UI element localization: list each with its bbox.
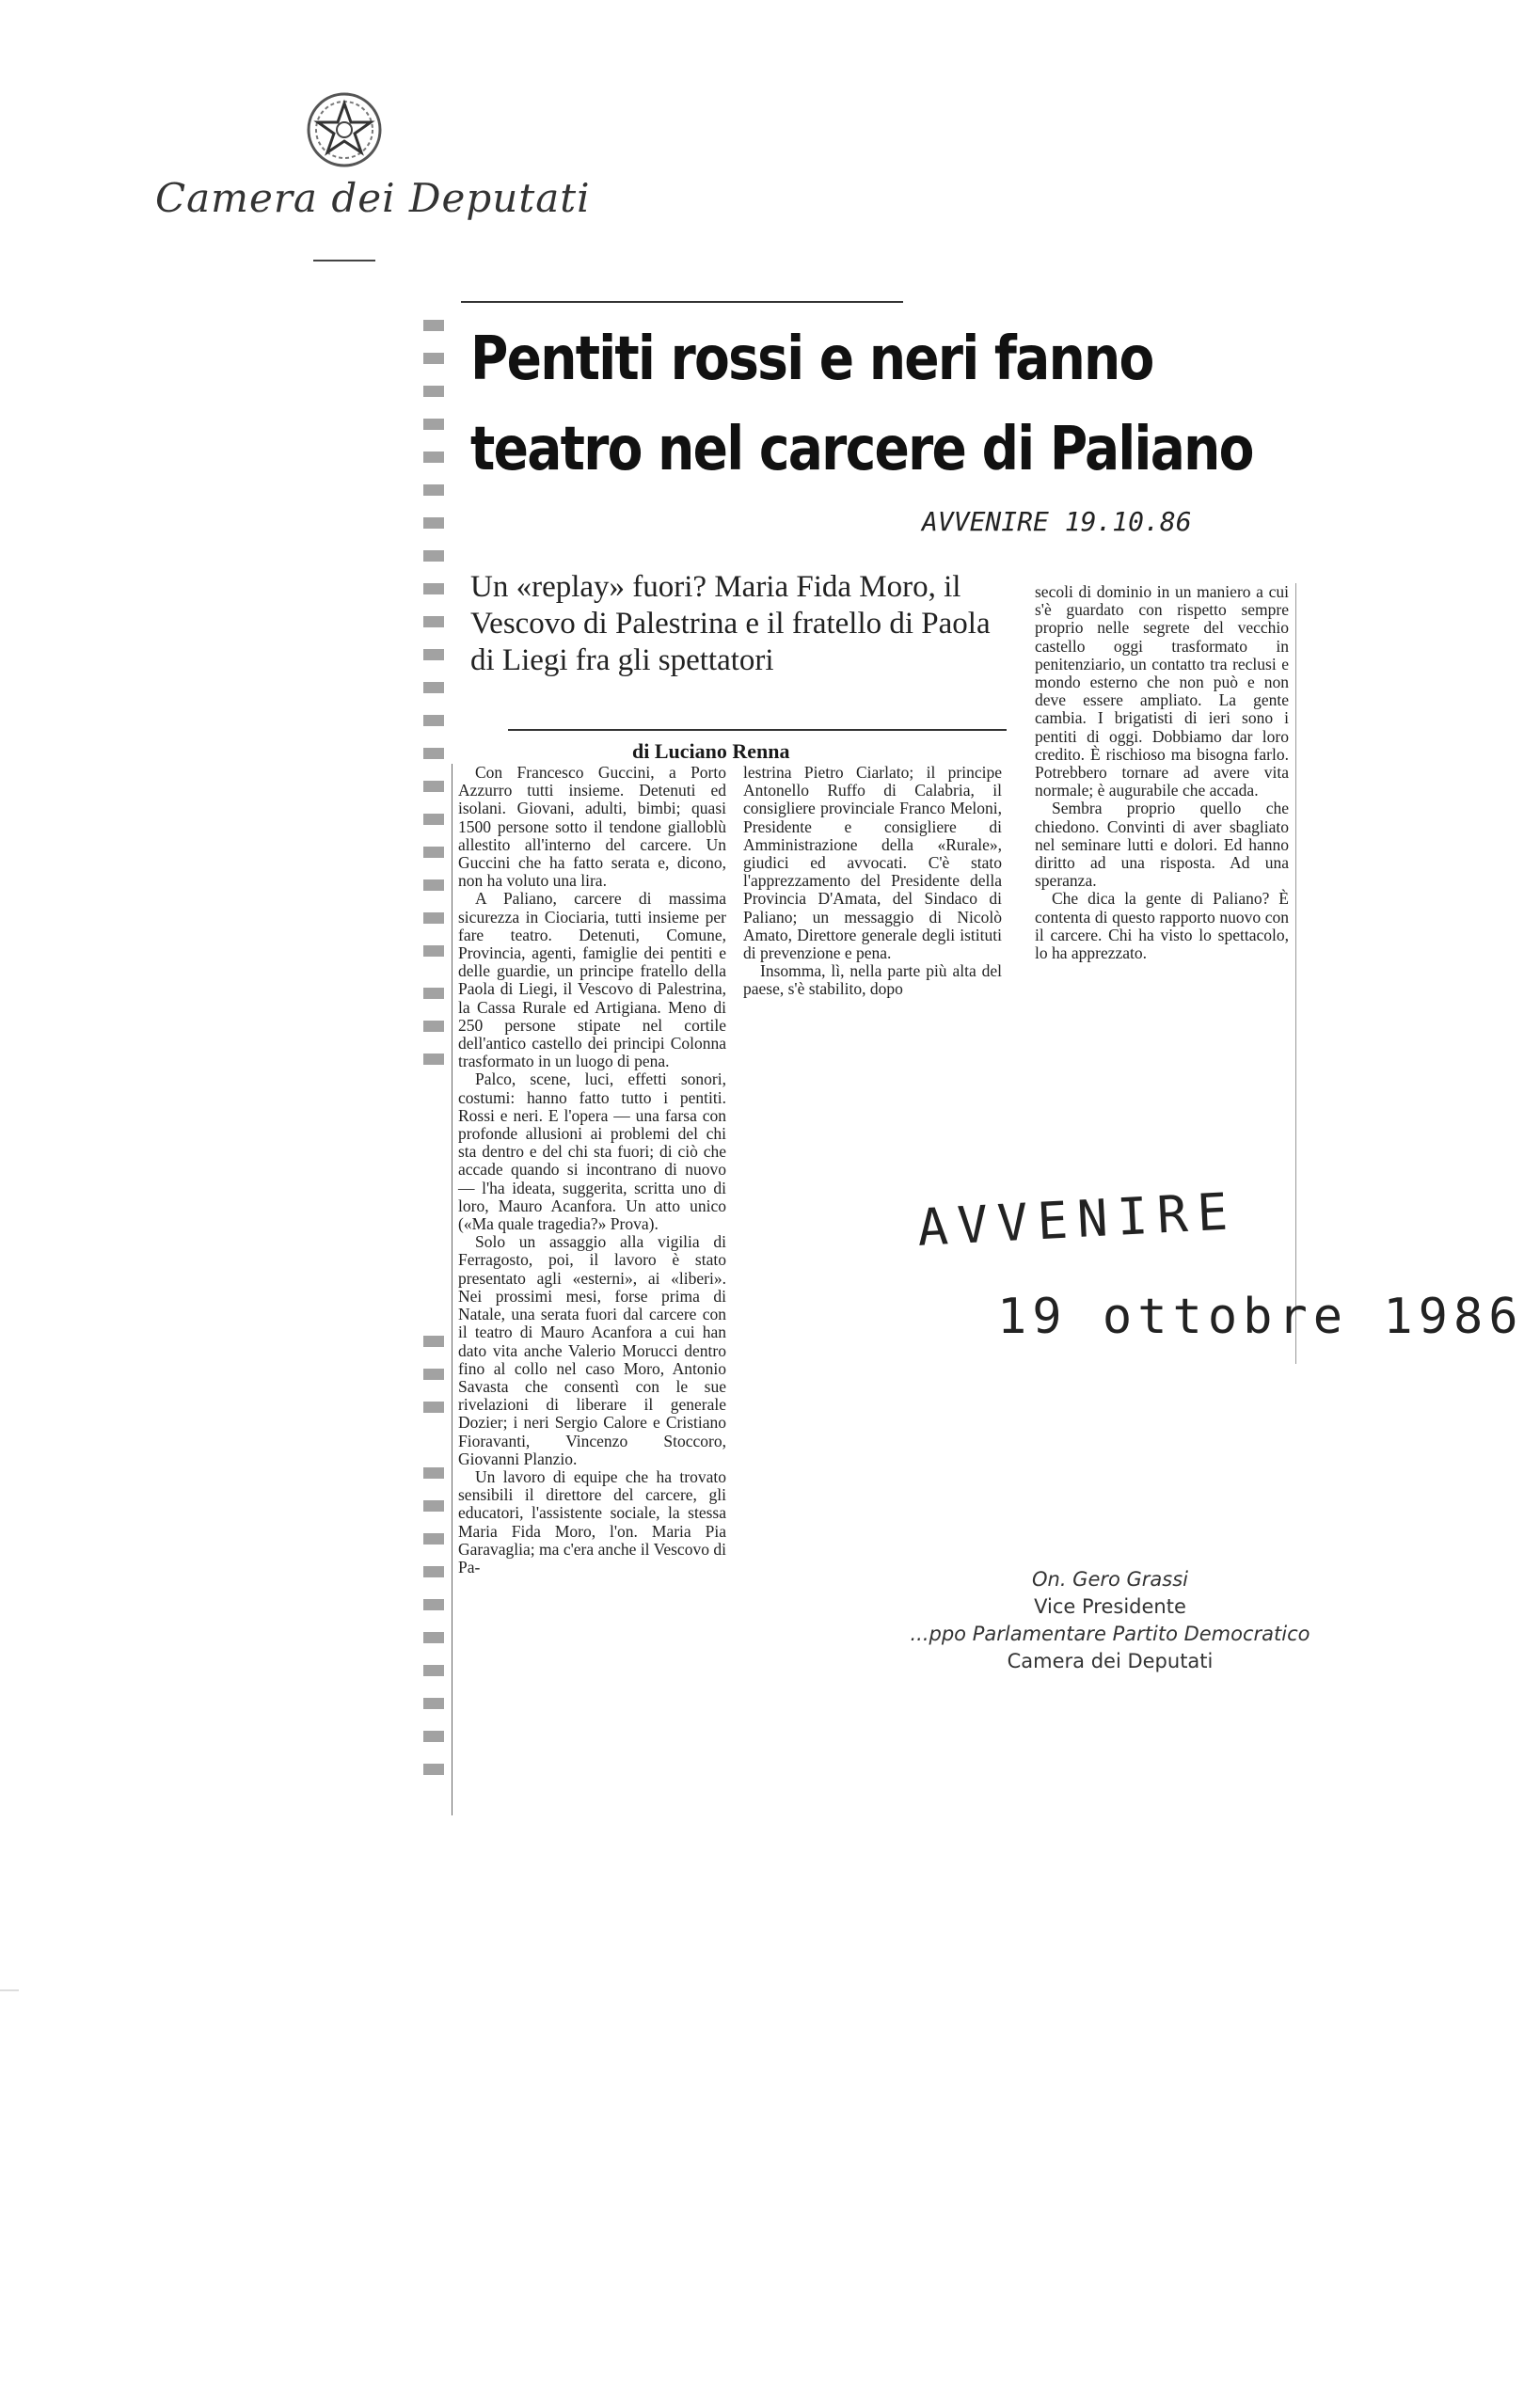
article-column-3 bbox=[1035, 583, 1289, 962]
column-rule bbox=[1295, 583, 1296, 1364]
paragraph: Che dica la gente di Paliano? È contenta di questo rapporto nuovo con il carcere. Chi ha visto lo spettacolo, lo ha apprezzato. bbox=[1035, 889, 1289, 963]
paragraph: Un lavoro di equipe che ha trovato sensibili il direttore del carcere, gli educatori, l'assistente sociale, la stessa Maria Fida Moro, l'on. Maria Pia Garavaglia; ma c'era anche il Vescovo di Pa- bbox=[458, 1466, 726, 1576]
signatory-name: On. Gero Grassi bbox=[1031, 1568, 1189, 1591]
letterhead-title: Camera dei Deputati bbox=[155, 175, 591, 221]
paragraph: Palco, scene, luci, effetti sonori, costumi: hanno fatto tutto i pentiti. Rossi e neri. E l'opera — una farsa con profonde allusioni ai problemi del chi sta dentro e del chi sta fuori; di ciò che accade quando si incontrano di nuovo — l'ha ideata, suggerita, scritta uno di loro, Mauro Acanfora. Un atto unico («Ma quale tragedia?» Prova). bbox=[458, 1069, 726, 1234]
letterhead-divider bbox=[313, 260, 375, 261]
signatory-group: ...ppo Parlamentare Partito Democratico bbox=[910, 1623, 1310, 1645]
handwritten-date: 19 ottobre 1986 bbox=[997, 1289, 1524, 1345]
paragraph: Solo un assaggio alla vigilia di Ferragosto, poi, il lavoro è stato presentato agli «esterni», ai «liberi». Nei prossimi mesi, forse prima di Natale, una serata fuori dal carcere con il teatro di Mauro Acanfora a cui han dato vita anche Valerio Morucci dentro fino al collo nel caso Moro, Antonio Savasta che consentì con le sue rivelazioni di liberare il generale Dozier; i neri Sergio Calore e Cristiano Fioravanti, Vincenzo Stoccoro, Giovanni Planzio. bbox=[458, 1232, 726, 1468]
cut-adjacent-column bbox=[423, 310, 446, 1806]
paragraph: A Paliano, carcere di massima sicurezza in Ciociaria, tutti insieme per fare teatro. Detenuti, Comune, Provincia, agenti, famiglie dei pentiti e delle guardie, un principe fratello della Paola di Liegi, il Vescovo di Palestrina, la Cassa Rurale ed Artigiana. Meno di 250 persone stipate nel cortile dell'antico castello dei principi Colonna trasformato in un luogo di pena. bbox=[458, 889, 726, 1071]
signatory-chamber: Camera dei Deputati bbox=[1007, 1650, 1214, 1672]
scan-edge bbox=[0, 1989, 19, 1991]
paragraph: secoli di dominio in un maniero a cui s'è guardato con rispetto sempre proprio nelle segrete del vecchio castello oggi trasformato in penitenziario, un contatto tra reclusi e mondo esterno che non può e non deve essere ampliato. La gente cambia. I brigatisti di ieri sono i pentiti di oggi. Dobbiamo dar loro credito. È rischioso ma bisogna farlo. Potrebbero tornare ad avere vita normale; è augurabile che accada. bbox=[1035, 582, 1289, 800]
signatory-role: Vice Presidente bbox=[1034, 1595, 1186, 1618]
signature-block bbox=[903, 1566, 1317, 1675]
article-column-2 bbox=[743, 764, 1002, 999]
article-byline: di Luciano Renna bbox=[632, 739, 790, 763]
handwritten-newspaper-name: AVVENIRE bbox=[915, 1181, 1239, 1258]
headline-line-1: Pentiti rossi e neri fanno bbox=[470, 325, 1153, 394]
handwritten-source-date: AVVENIRE 19.10.86 bbox=[922, 506, 1192, 537]
paragraph: Sembra proprio quello che chiedono. Convinti di aver sbagliato nel seminare lutti e dolori. Ed hanno diritto ad una risposta. Ad una speranza. bbox=[1035, 799, 1289, 891]
article-column-1 bbox=[458, 764, 726, 1576]
clipping-top-rule bbox=[461, 301, 903, 303]
paragraph: lestrina Pietro Ciarlato; il principe Antonello Ruffo di Calabria, il consigliere provinciale Franco Meloni, Presidente e consigliere di Amministrazione della «Rurale», giudici ed avvocati. C'è stato l'apprezzamento del Presidente della Provincia D'Amata, del Sindaco di Paliano; un messaggio di Nicolò Amato, Direttore generale degli istituti di prevenzione e pena. bbox=[743, 763, 1002, 963]
paragraph: Insomma, lì, nella parte più alta del paese, s'è stabilito, dopo bbox=[743, 961, 1002, 999]
republic-emblem-icon bbox=[303, 87, 386, 173]
deck-divider bbox=[508, 729, 1007, 731]
article-deck: Un «replay» fuori? Maria Fida Moro, il Vescovo di Palestrina e il fratello di Paola di Liegi fra gli spettatori bbox=[470, 570, 991, 677]
headline-line-2: teatro nel carcere di Paliano bbox=[470, 415, 1253, 484]
paragraph: Con Francesco Guccini, a Porto Azzurro tutti insieme. Detenuti ed isolani. Giovani, adulti, bimbi; quasi 1500 persone sotto il tendone gialloblù allestito all'interno del carcere. Un Guccini che ha fatto serata e, dicono, non ha voluto una lira. bbox=[458, 763, 726, 891]
article-headline bbox=[470, 314, 1253, 495]
